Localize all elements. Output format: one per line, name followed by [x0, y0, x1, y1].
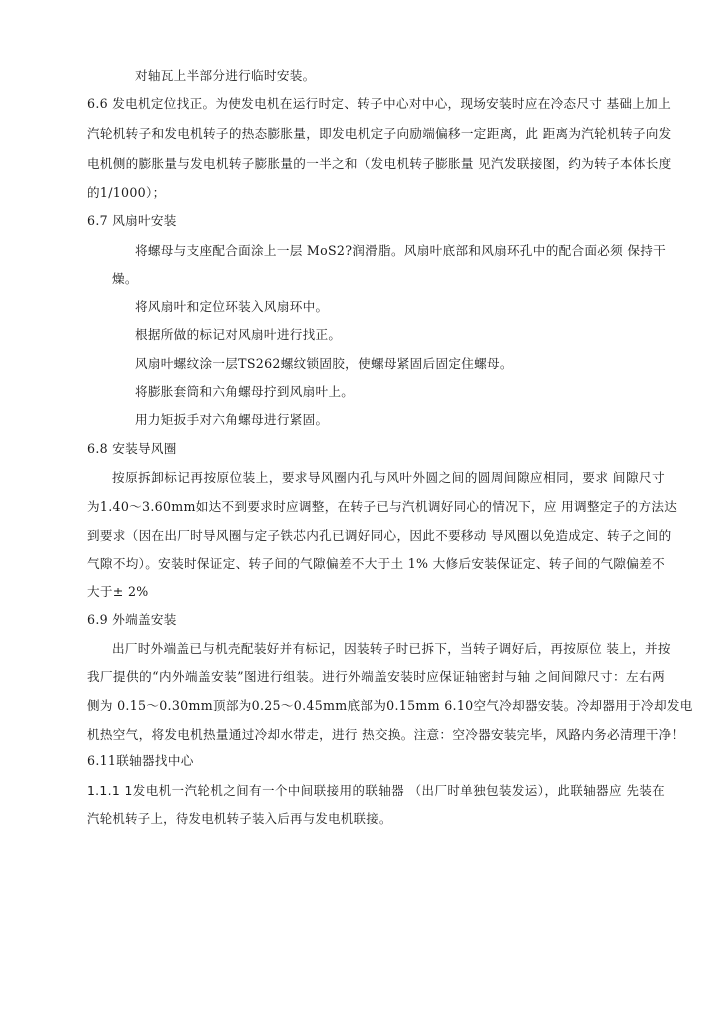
- text-line: 燥。: [112, 271, 138, 286]
- text-line: 用力矩扳手对六角螺母进行紧固。: [135, 412, 329, 427]
- text-line: 汽轮机转子上，待发电机转子装入后再与发电机联接。: [87, 811, 392, 826]
- section-6-7-heading: 6.7 风扇叶安装: [87, 213, 177, 228]
- text-line: 1.1.1 1发电机一汽轮机之间有一个中间联接用的联轴器 （出厂时单独包装发运），此联轴器应 先装在: [87, 783, 665, 798]
- text-line: 气隙不均）。安装时保证定、转子间的气隙偏差不大于土 1% 大修后安装保证定、转子间的气隙偏差不: [87, 556, 665, 571]
- text-line: 出厂时外端盖已与机壳配装好并有标记，因装转子时已拆下，当转子调好后，再按原位 装上，并按: [112, 641, 671, 656]
- text-line: 将膨胀套筒和六角螺母拧到风扇叶上。: [135, 384, 355, 399]
- section-6-11-heading: 6.11联轴器找中心: [87, 753, 194, 768]
- text-line: 的1/1000）；: [87, 185, 166, 200]
- text-line: 我厂提供的“内外端盖安装”图进行组装。进行外端盖安装时应保证轴密封与轴 之间间隙尺寸：左右两: [87, 669, 665, 684]
- section-6-9-heading: 6.9 外端盖安装: [87, 612, 177, 627]
- text-line: 到要求（因在出厂时导风圈与定子铁芯内孔已调好同心，因此不要移动 导风圈以免造成定、转子之间的: [87, 528, 672, 543]
- text-line: 汽轮机转子和发电机转子的热态膨胀量，即发电机定子向励端偏移一定距离，此 距离为汽轮机转子向发: [87, 126, 672, 141]
- text-line: 将风扇叶和定位环装入风扇环中。: [135, 299, 329, 314]
- text-line: 根据所做的标记对风扇叶进行找正。: [135, 327, 342, 342]
- text-line: 将螺母与支座配合面涂上一层 MoS2?润滑脂。风扇叶底部和风扇环孔中的配合面必须 保持干: [135, 243, 667, 258]
- text-line: 对轴瓦上半部分进行临时安装。: [135, 68, 316, 83]
- text-line: 风扇叶螺纹涂一层TS262螺纹锁固胶，使螺母紧固后固定住螺母。: [135, 356, 513, 371]
- section-6-6: 6.6 发电机定位找正。为使发电机在运行时定、转子中心对中心，现场安装时应在冷态尺寸 基础上加上: [87, 96, 671, 111]
- text-line: 机热空气，将发电机热量通过冷却水带走，进行 热交换。注意：空冷器安装完毕，风路内务必清理干净！: [87, 727, 685, 742]
- text-line: 为1.40～3.60mm如达不到要求时应调整，在转子已与汽机调好同心的情况下，应 用调整定子的方法达: [87, 499, 678, 514]
- text-line: 大于± 2%: [87, 584, 149, 599]
- text-line: 侧为 0.15～0.30mm顶部为0.25～0.45mm底部为0.15mm 6.10空气冷却器安装。冷却器用于冷却发电: [87, 698, 693, 713]
- text-line: 按原拆卸标记再按原位装上，要求导风圈内孔与风叶外圆之间的圆周间隙应相同，要求 间隙尺寸: [112, 470, 665, 485]
- section-6-8-heading: 6.8 安装导风圈: [87, 441, 177, 456]
- text-line: 电机侧的膨胀量与发电机转子膨胀量的一半之和（发电机转子膨胀量 见汽发联接图，约为转子本体长度: [87, 156, 672, 171]
